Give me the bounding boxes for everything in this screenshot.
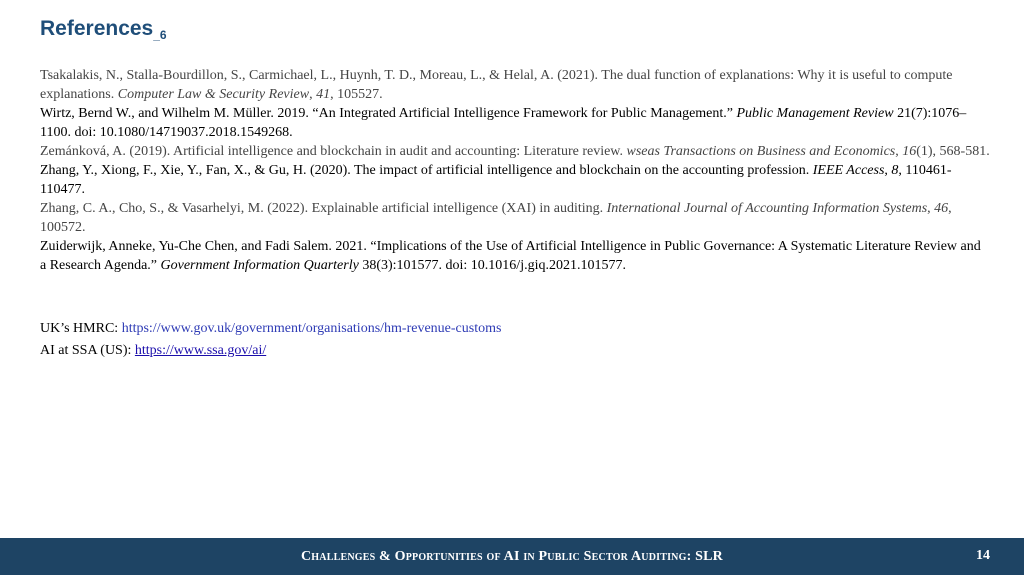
ref-text: Zuiderwijk, Anneke, Yu-Che Chen, and Fadi Salem. 2021. “Implications of the Use of Artificial Intelligence in Public Governance: A Systematic Literature Review and a Research Agenda.” — [40, 239, 981, 273]
ref-journal: Public Management Review — [736, 106, 894, 121]
ref-journal: wseas Transactions on Business and Economics — [626, 144, 896, 159]
slide-title — [40, 17, 167, 42]
reference-item — [40, 66, 990, 104]
footer-bar — [0, 538, 1024, 575]
resource-links — [40, 319, 501, 363]
ref-text: Zhang, C. A., Cho, S., & Vasarhelyi, M. (2022). Explainable artificial intelligence (XAI) in auditing. — [40, 201, 607, 216]
ref-text: Tsakalakis, N., Stalla-Bourdillon, S., Carmichael, L., Huynh, T. D., Moreau, L., & Helal, A. (2021). The dual function of explanations: Why it is useful to compute explanations. — [40, 68, 953, 102]
title-text: References — [40, 17, 154, 40]
link-row-ssa — [40, 341, 501, 360]
ref-text: Wirtz, Bernd W., and Wilhelm M. Müller. 2019. “An Integrated Artificial Intelligence Framework for Public Management.” — [40, 106, 737, 121]
ref-volume: 46 — [934, 201, 949, 216]
link-label: UK’s HMRC: — [40, 321, 122, 336]
reference-item — [40, 161, 990, 199]
ref-journal: International Journal of Accounting Information Systems — [606, 201, 928, 216]
ref-text: (1), 568-581. — [916, 144, 990, 159]
page-number: 14 — [976, 548, 990, 563]
ref-journal: IEEE Access — [812, 163, 885, 178]
ref-text: , — [895, 144, 903, 159]
reference-item — [40, 199, 990, 237]
ref-volume: 41 — [316, 87, 331, 102]
reference-item — [40, 142, 990, 161]
ref-text: 21(7):1076–1100. doi: 10.1080/14719037.2018.1549268. — [40, 106, 967, 140]
reference-item — [40, 237, 990, 275]
hmrc-link[interactable]: https://www.gov.uk/government/organisations/hm-revenue-customs — [121, 321, 502, 336]
link-label: AI at SSA (US): — [40, 343, 135, 358]
ref-text: , 100572. — [40, 201, 952, 235]
ref-volume: 16 — [902, 144, 917, 159]
reference-item — [40, 104, 990, 142]
ssa-ai-link[interactable]: https://www.ssa.gov/ai/ — [134, 343, 267, 358]
ref-text: , — [884, 163, 892, 178]
link-row-hmrc — [40, 319, 501, 338]
ref-text: Zhang, Y., Xiong, F., Xie, Y., Fan, X., & Gu, H. (2020). The impact of artificial intelligence and blockchain on the accounting profession. — [40, 163, 813, 178]
ref-text: Zemánková, A. (2019). Artificial intelligence and blockchain in audit and accounting: Literature review. — [40, 144, 627, 159]
ref-text: 38(3):101577. doi: 10.1016/j.giq.2021.101577. — [358, 258, 626, 273]
footer-title: Challenges & Opportunities of AI in Public Sector Auditing: SLR — [301, 549, 723, 564]
ref-text: , — [309, 87, 317, 102]
title-suffix: _6 — [153, 28, 167, 42]
ref-text: , — [927, 201, 935, 216]
ref-journal: Computer Law & Security Review — [117, 87, 310, 102]
ref-text: , 105527. — [330, 87, 383, 102]
ref-text: , 110461-110477. — [40, 163, 952, 197]
ref-volume: 8 — [891, 163, 899, 178]
reference-list — [40, 66, 990, 275]
ref-journal: Government Information Quarterly — [160, 258, 359, 273]
